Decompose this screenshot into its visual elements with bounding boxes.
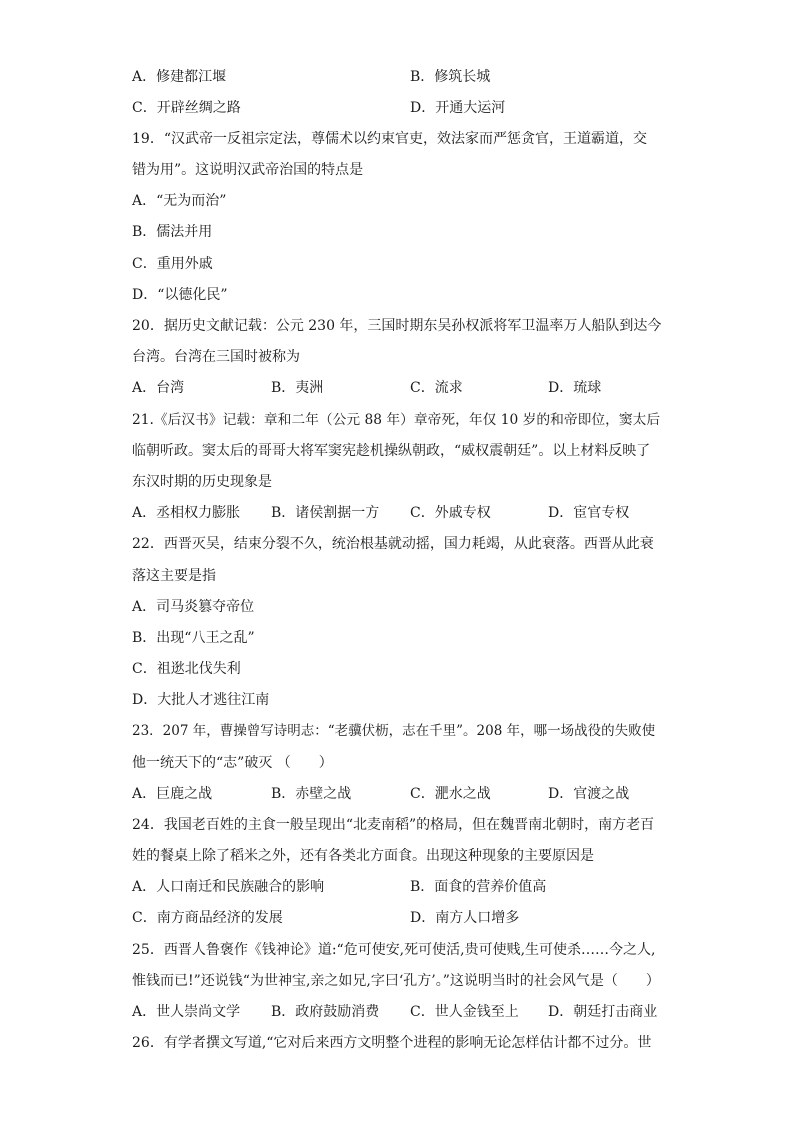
q22-stem-line-1: 22．西晋灭吴，结束分裂不久，统治根基就动摇，国力耗竭，从此衰落。西晋从此衰 <box>132 536 654 552</box>
q19-stem-line-1: 19．“汉武帝一反祖宗定法，尊儒术以约束官吏，效法家而严惩贪官，王道霸道，交 <box>132 131 647 147</box>
q25-stem-line-1: 25．西晋人鲁褒作《钱神论》道:“危可使安,死可使活,贵可使贱,生可使杀……今之人, <box>132 942 656 958</box>
q21-option-d[interactable]: D．宦官专权 <box>548 505 630 521</box>
q20-option-a[interactable]: A．台湾 <box>132 380 185 396</box>
q25-option-b[interactable]: B．政府鼓励消费 <box>271 1004 380 1020</box>
q24-option-c[interactable]: C．南方商品经济的发展 <box>132 910 283 926</box>
q25-stem-line-2: 惟钱而已!”还说钱“为世神宝,亲之如兄,字曰‘孔方’。”这说明当时的社会风气是（ ） <box>132 973 660 989</box>
q22-stem-line-2: 落这主要是指 <box>132 568 216 584</box>
q19-option-d[interactable]: D．“以德化民” <box>132 287 228 303</box>
q25-option-d[interactable]: D．朝廷打击商业 <box>548 1004 658 1020</box>
q23-option-a[interactable]: A．巨鹿之战 <box>132 786 213 802</box>
q22-option-a[interactable]: A．司马炎篡夺帝位 <box>132 599 255 615</box>
q23-stem-line-1: 23．207 年，曹操曾写诗明志：“老骥伏枥，志在千里”。208 年，哪一场战役的失败使 <box>132 723 656 739</box>
q23-option-c[interactable]: C．淝水之战 <box>410 786 491 802</box>
q18-option-d[interactable]: D．开通大运河 <box>410 100 506 116</box>
q21-stem-line-1: 21.《后汉书》记载：章和二年（公元 88 年）章帝死，年仅 10 岁的和帝即位，窦太后 <box>132 412 661 428</box>
q20-stem-line-2: 台湾。台湾在三国时被称为 <box>132 349 300 365</box>
q24-option-b[interactable]: B．面食的营养价值高 <box>410 879 547 895</box>
q21-option-c[interactable]: C．外戚专权 <box>410 505 491 521</box>
q23-stem-line-2: 他一统天下的“志”破灭 （ ） <box>132 755 333 771</box>
q23-option-b[interactable]: B．赤壁之战 <box>271 786 352 802</box>
q25-option-c[interactable]: C．世人金钱至上 <box>410 1004 519 1020</box>
q21-stem-line-2: 临朝听政。窦太后的哥哥大将军窦宪趁机操纵朝政，“威权震朝廷”。以上材料反映了 <box>132 443 651 459</box>
q24-stem-line-2: 姓的餐桌上除了稻米之外，还有各类北方面食。出现这种现象的主要原因是 <box>132 848 594 864</box>
q20-option-d[interactable]: D．琉球 <box>548 380 602 396</box>
q22-option-c[interactable]: C．祖逖北伐失利 <box>132 661 241 677</box>
q24-option-d[interactable]: D．南方人口增多 <box>410 910 520 926</box>
q21-stem-line-3: 东汉时期的历史现象是 <box>132 474 272 490</box>
q21-option-a[interactable]: A．丞相权力膨胀 <box>132 505 241 521</box>
q19-option-b[interactable]: B．儒法并用 <box>132 224 213 240</box>
q18-option-b[interactable]: B．修筑长城 <box>410 69 491 85</box>
q24-option-a[interactable]: A．人口南迁和民族融合的影响 <box>132 879 325 895</box>
q19-option-c[interactable]: C．重用外戚 <box>132 256 213 272</box>
q26-stem-line-1: 26．有学者撰文写道,“它对后来西方文明整个进程的影响无论怎样估计都不过分。世 <box>132 1035 652 1051</box>
q20-stem-line-1: 20．据历史文献记载：公元 230 年，三国时期东吴孙权派将军卫温率万人船队到达今 <box>132 318 662 334</box>
q23-option-d[interactable]: D．官渡之战 <box>548 786 630 802</box>
q25-option-a[interactable]: A．世人崇尚文学 <box>132 1004 241 1020</box>
q19-option-a[interactable]: A．“无为而治” <box>132 193 227 209</box>
q22-option-d[interactable]: D．大批人才逃往江南 <box>132 692 270 708</box>
q21-option-b[interactable]: B．诸侯割据一方 <box>271 505 380 521</box>
q19-stem-line-2: 错为用”。这说明汉武帝治国的特点是 <box>132 162 364 178</box>
q20-option-b[interactable]: B．夷洲 <box>271 380 324 396</box>
q18-option-c[interactable]: C．开辟丝绸之路 <box>132 100 241 116</box>
q22-option-b[interactable]: B．出现“八王之乱” <box>132 630 255 646</box>
q18-option-a[interactable]: A．修建都江堰 <box>132 69 227 85</box>
q20-option-c[interactable]: C．流求 <box>410 380 463 396</box>
q24-stem-line-1: 24．我国老百姓的主食一般呈现出“北麦南稻”的格局，但在魏晋南北朝时，南方老百 <box>132 817 655 833</box>
